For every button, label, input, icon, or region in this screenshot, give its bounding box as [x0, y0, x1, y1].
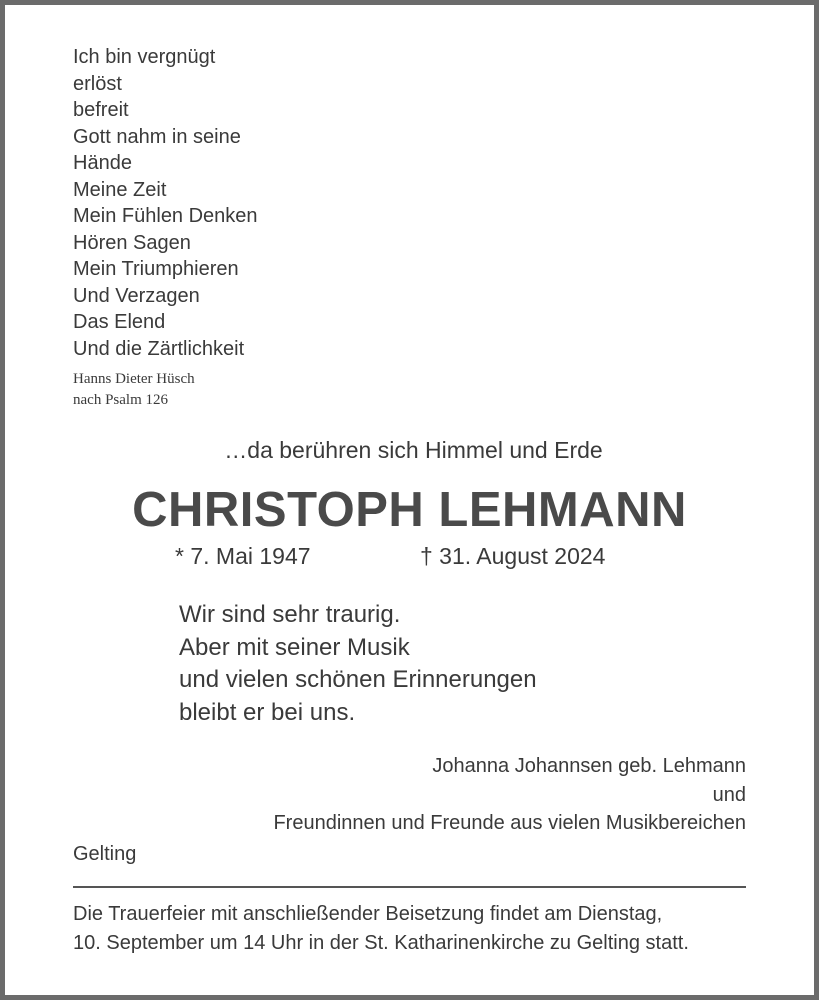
- poem-line: Hören Sagen: [73, 231, 191, 254]
- poem-line: Hände: [73, 152, 132, 174]
- funeral-notice: [73, 900, 746, 958]
- poem-attribution: [73, 369, 195, 411]
- tagline: …da berühren sich Himmel und Erde: [224, 437, 603, 463]
- poem-line: Gott nahm in seine: [73, 125, 241, 148]
- poem-line: Mein Fühlen Denken: [73, 205, 258, 227]
- signers: [273, 752, 746, 838]
- poem-line: Ich bin vergnügt: [73, 46, 216, 68]
- funeral-line: 10. September um 14 Uhr in der St. Katharinenkirche zu Gelting statt.: [73, 932, 689, 954]
- signer-line: Johanna Johannsen geb. Lehmann: [432, 755, 746, 777]
- poem-line: Und die Zärtlichkeit: [73, 337, 245, 360]
- poem-line: Und Verzagen: [73, 284, 200, 307]
- signer-line: Freundinnen und Freunde aus vielen Musikbereichen: [273, 812, 746, 834]
- attribution-author: Hanns Dieter Hüsch: [73, 371, 195, 387]
- message-line: bleibt er bei uns.: [179, 698, 356, 726]
- poem-line: Meine Zeit: [73, 178, 167, 201]
- message-line: Wir sind sehr traurig.: [179, 601, 401, 628]
- funeral-line: Die Trauerfeier mit anschließender Beisetzung findet am Dienstag,: [73, 903, 663, 925]
- death-date: † 31. August 2024: [420, 543, 606, 569]
- birth-date: * 7. Mai 1947: [175, 543, 311, 569]
- poem-line: Mein Triumphieren: [73, 258, 239, 280]
- poem-line: befreit: [73, 99, 129, 121]
- place-name: Gelting: [73, 843, 137, 865]
- deceased-name: CHRISTOPH LEHMANN: [132, 483, 687, 537]
- divider: [73, 886, 746, 888]
- poem-line: erlöst: [73, 72, 122, 95]
- message-line: Aber mit seiner Musik: [179, 633, 410, 661]
- poem: [73, 44, 258, 362]
- poem-line: Das Elend: [73, 311, 166, 333]
- mourning-message: [179, 599, 537, 729]
- message-line: und vielen schönen Erinnerungen: [179, 666, 537, 693]
- signer-line: und: [712, 783, 746, 806]
- attribution-source: nach Psalm 126: [73, 392, 168, 408]
